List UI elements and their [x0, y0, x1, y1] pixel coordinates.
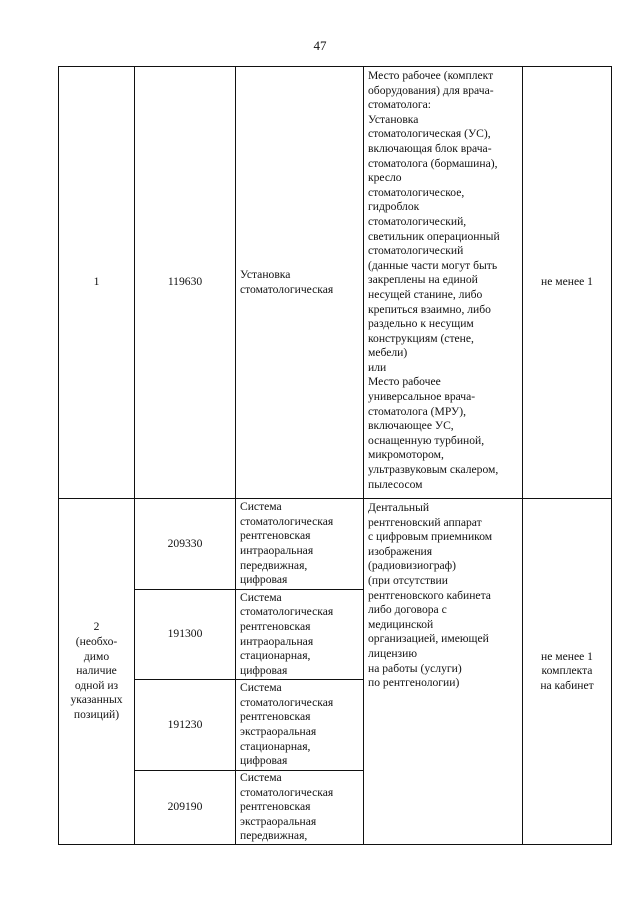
equipment-table [58, 66, 612, 845]
page-number: 47 [313, 38, 327, 53]
equipment-name: Система стоматологическая рентгеновская экстраоральная передвижная, [236, 771, 364, 845]
equipment-quantity: не менее 1 [523, 67, 612, 499]
equipment-code: 191230 [135, 680, 236, 771]
equipment-name: Система стоматологическая рентгеновская интраоральная стационарная, цифровая [236, 590, 364, 680]
equipment-requirement: Дентальный рентгеновский аппарат с цифровым приемником изображения (радиовизиограф) (при отсутствии рентгеновского кабинета либо договора с медицинской организацией, имеющей лицензию на работы (услуги) по рентгенологии) [364, 499, 523, 845]
table-row [59, 67, 612, 499]
equipment-code: 119630 [135, 67, 236, 499]
equipment-quantity: не менее 1 комплекта на кабинет [523, 499, 612, 845]
equipment-code: 209190 [135, 771, 236, 845]
equipment-requirement: Место рабочее (комплект оборудования) для врача- стоматолога: Установка стоматологическая (УС), включающая блок врача- стоматолога (бормашина), кресло стоматологическое, гидроблок стоматологический, светильник операционный стоматологический (данные части могут быть закреплены на единой несущей станине, либо крепиться взаимно, либо раздельно к несущим конструкциям (стене, мебели) или Место рабочее универсальное врача- стоматолога (МРУ), включающее УС, оснащенную турбиной, микромотором, ультразвуковым скалером, пылесосом [364, 67, 523, 499]
equipment-name: Система стоматологическая рентгеновская экстраоральная стационарная, цифровая [236, 680, 364, 771]
equipment-code: 191300 [135, 590, 236, 680]
equipment-name: Система стоматологическая рентгеновская интраоральная передвижная, цифровая [236, 499, 364, 590]
row-number: 2 (необхо- димо наличие одной из указанных позиций) [59, 499, 135, 845]
table-row [59, 499, 612, 590]
equipment-code: 209330 [135, 499, 236, 590]
row-number: 1 [59, 67, 135, 499]
equipment-name: Установка стоматологическая [236, 67, 364, 499]
